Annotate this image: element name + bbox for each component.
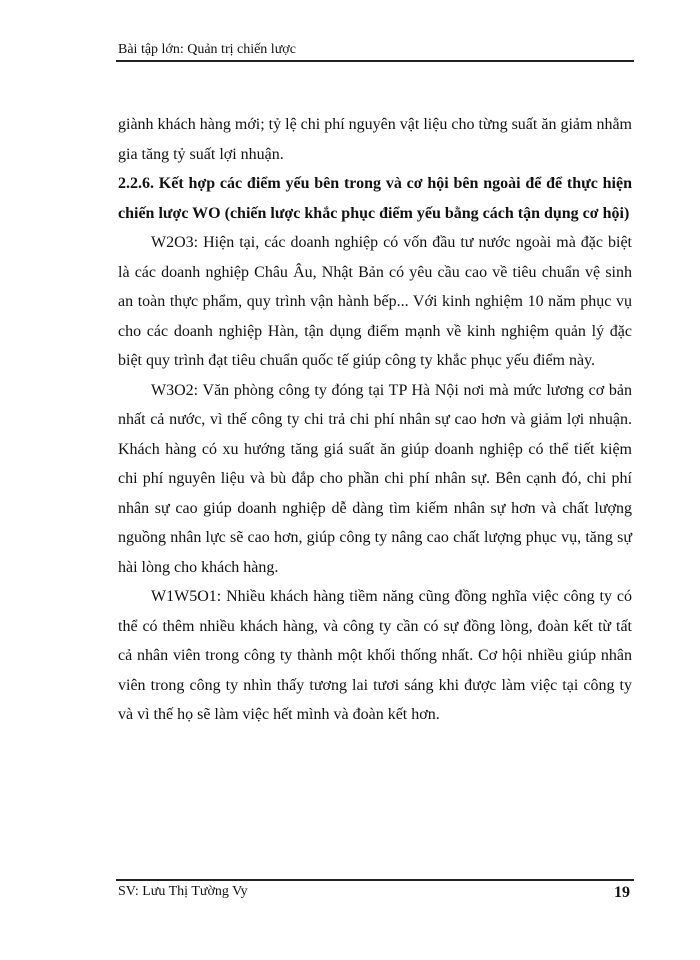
footer-divider	[116, 879, 634, 881]
header-divider	[116, 60, 634, 62]
page-body	[118, 110, 632, 730]
page-header-title: Bài tập lớn: Quản trị chiến lược	[118, 42, 296, 57]
paragraph-w1w5o1: W1W5O1: Nhiều khách hàng tiềm năng cũng đồng nghĩa việc công ty có thể có thêm nhiều khách hàng, và công ty cần có sự đồng lòng, đoàn kết từ tất cả nhân viên trong công ty thành một khối thống nhất. Cơ hội nhiều giúp nhân viên trong công ty nhìn thấy tương lai tươi sáng khi được làm việc tại công ty và vì thế họ sẽ làm việc hết mình và đoàn kết hơn.	[118, 588, 632, 723]
paragraph-w3o2: W3O2: Văn phòng công ty đóng tại TP Hà Nội nơi mà mức lương cơ bản nhất cả nước, vì thế công ty chi trả chi phí nhân sự cao hơn và giảm lợi nhuận. Khách hàng có xu hướng tăng giá suất ăn giúp doanh nghiệp có thể tiết kiệm chi phí nguyên liệu và bù đắp cho phần chi phí nhân sự. Bên cạnh đó, chi phí nhân sự cao giúp doanh nghiệp dễ dàng tìm kiếm nhân sự hơn và chất lượng nguồng nhân lực sẽ cao hơn, giúp công ty nâng cao chất lượng phục vụ, tăng sự hài lòng cho khách hàng.	[118, 381, 632, 576]
paragraph-w2o3: W2O3: Hiện tại, các doanh nghiệp có vốn đầu tư nước ngoài mà đặc biệt là các doanh nghiệp Châu Âu, Nhật Bản có yêu cầu cao về tiêu chuẩn vệ sinh an toàn thực phẩm, quy trình vận hành bếp... Với kinh nghiệm 10 năm phục vụ cho các doanh nghiệp Hàn, tận dụng điểm mạnh về kinh nghiệm quản lý đặc biệt quy trình đạt tiêu chuẩn quốc tế giúp công ty khắc phục yếu điểm này.	[118, 234, 632, 369]
continuation-paragraph: giành khách hàng mới; tỷ lệ chi phí nguyên vật liệu cho từng suất ăn giảm nhằm gia tăng tỷ suất lợi nhuận.	[118, 116, 632, 163]
footer-author: SV: Lưu Thị Tường Vy	[118, 884, 248, 899]
section-heading: 2.2.6. Kết hợp các điểm yếu bên trong và cơ hội bên ngoài để để thực hiện chiến lược WO (chiến lược khắc phục điểm yếu bằng cách tận dụng cơ hội)	[118, 175, 632, 222]
page-number: 19	[614, 884, 630, 901]
